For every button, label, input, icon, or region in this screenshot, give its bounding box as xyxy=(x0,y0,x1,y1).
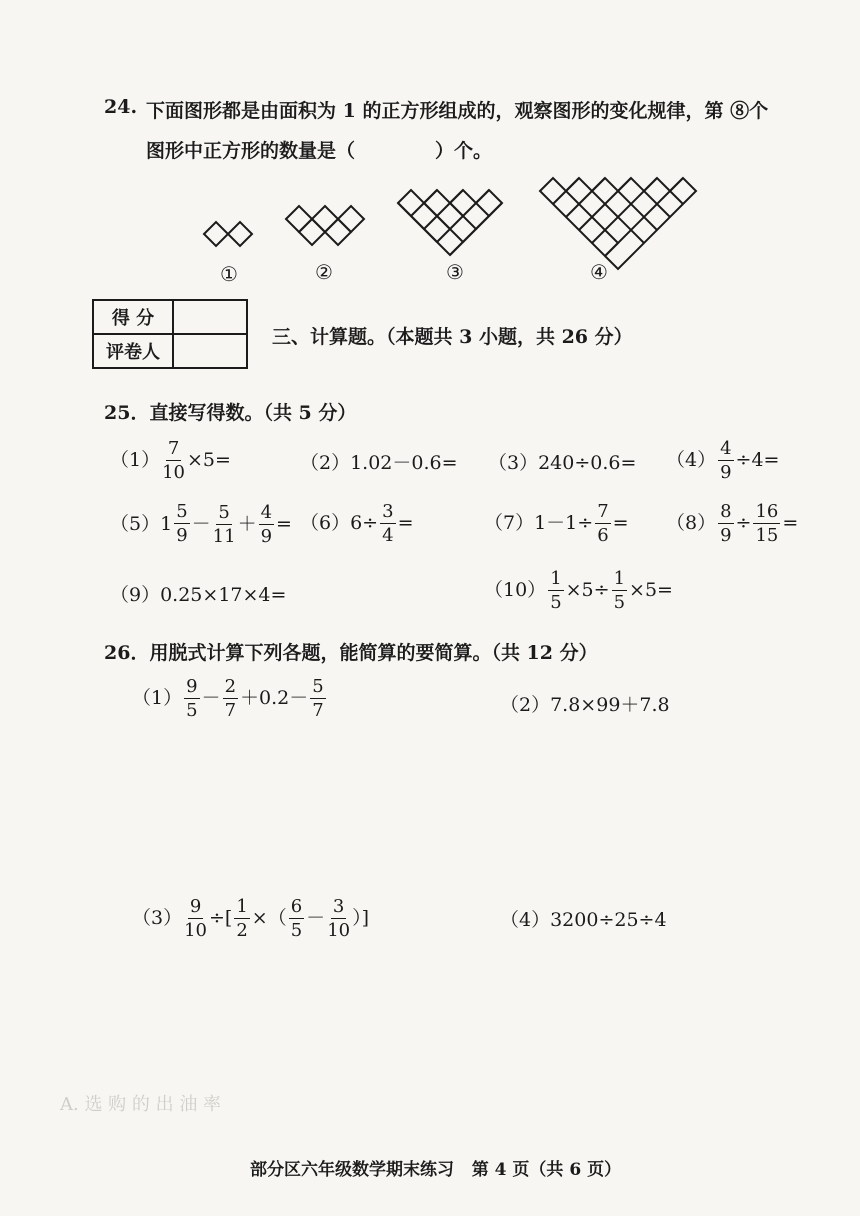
q25-problem-4: （4） $\frac{4}{9}$ ÷4= xyxy=(666,438,780,483)
q24-line1: 下面图形都是由面积为 1 的正方形组成的，观察图形的变化规律，第 ⑧个 xyxy=(146,100,769,122)
figure-label-1: ① xyxy=(220,262,238,286)
q24-number: 24. xyxy=(104,96,138,118)
q25-problem-5: （5） 1 $\frac{5}{9}$ － $\frac{5}{11}$ ＋ $\frac{4}{9}$ = xyxy=(110,501,292,547)
q25-problem-2: （2）1.02－0.6= xyxy=(300,452,458,474)
figure-label-2: ② xyxy=(315,260,333,284)
q26-problem-2: （2）7.8×99＋7.8 xyxy=(500,694,670,716)
q24-line2-after: ）个。 xyxy=(435,140,493,162)
q25-problem-9: （9）0.25×17×4= xyxy=(110,584,287,606)
q26-problem-4: （4）3200÷25÷4 xyxy=(500,909,667,931)
q25-problem-7: （7）1－1÷ $\frac{7}{6}$ = xyxy=(484,501,629,546)
square-pattern-figures xyxy=(0,176,860,276)
score-field[interactable] xyxy=(173,300,247,334)
score-label: 得 分 xyxy=(93,300,173,334)
q25-problem-1: （1） $\frac{7}{10}$ ×5= xyxy=(110,438,231,483)
q25-problem-6: （6）6÷ $\frac{3}{4}$ = xyxy=(300,501,414,546)
figure-1 xyxy=(204,222,252,246)
q26-problem-1: （1） $\frac{9}{5}$ － $\frac{2}{7}$ ＋0.2－ $\frac{5}{7}$ xyxy=(132,676,324,721)
grader-label: 评卷人 xyxy=(93,334,173,368)
q25-problem-10: （10） $\frac{1}{5}$ ×5÷ $\frac{1}{5}$ ×5= xyxy=(484,568,673,613)
figure-3 xyxy=(398,190,502,255)
score-box xyxy=(92,299,248,369)
figure-label-3: ③ xyxy=(446,260,464,284)
page-footer: 部分区六年级数学期末练习 第 4 页（共 6 页） xyxy=(250,1160,622,1180)
bleed-through-text: A. 选 购 的 出 油 率 xyxy=(60,1094,222,1115)
section-3-title: 三、计算题。（本题共 3 小题，共 26 分） xyxy=(272,326,633,348)
q24-line2 xyxy=(146,136,492,163)
q25-problem-3: （3）240÷0.6= xyxy=(488,452,637,474)
q25-title: 25．直接写得数。（共 5 分） xyxy=(104,402,357,424)
figure-label-4: ④ xyxy=(590,260,608,284)
figure-2 xyxy=(286,206,364,245)
figure-4 xyxy=(540,178,696,269)
grader-field[interactable] xyxy=(173,334,247,368)
q26-title: 26．用脱式计算下列各题，能简算的要简算。（共 12 分） xyxy=(104,642,598,664)
q25-problem-8: （8） $\frac{8}{9}$ ÷ $\frac{16}{15}$ = xyxy=(666,501,799,546)
q24-line2-before: 图形中正方形的数量是（ xyxy=(146,140,356,162)
q26-problem-3: （3） $\frac{9}{10}$ ÷[ $\frac{1}{2}$ ×（ $\frac{6}{5}$ － $\frac{3}{10}$ ）] xyxy=(132,896,370,941)
